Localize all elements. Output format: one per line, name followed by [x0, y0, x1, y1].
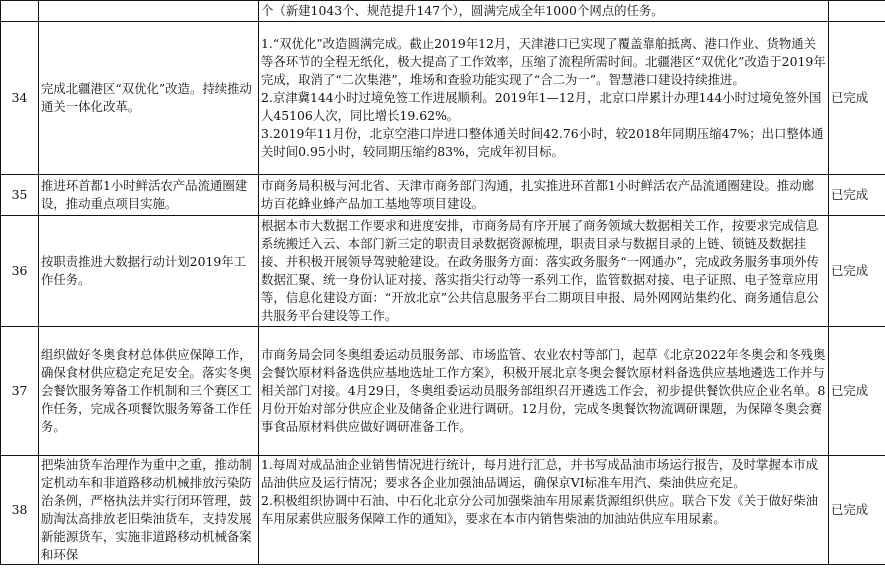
progress-paragraph: 2.京津冀144小时过境免签工作进展顺利。2019年1—12月，北京口岸累计办理144小时过境免签外国人45106人次，同比增长19.62%。 — [261, 90, 822, 123]
status-cell: 已完成 — [829, 456, 885, 565]
status-cell — [829, 1, 885, 22]
progress-text: 个（新建1043个、规范提升147个），圆满完成全年1000个网点的任务。 — [261, 3, 664, 18]
row-number-cell: 38 — [1, 456, 39, 565]
row-number-cell — [1, 1, 39, 22]
status-cell: 已完成 — [829, 327, 885, 456]
task-cell: 完成北疆港区“双优化”改造。持续推动通关一体化改革。 — [39, 22, 259, 175]
task-cell: 按职责推进大数据行动计划2019年工作任务。 — [39, 216, 259, 327]
status-cell: 已完成 — [829, 216, 885, 327]
task-cell: 组织做好冬奥食材总体供应保障工作，确保食材供应稳定充足安全。落实冬奥会餐饮服务筹备工作机制和三个赛区工作任务，完成各项餐饮服务筹备工作任务。 — [39, 327, 259, 456]
row-number-cell: 36 — [1, 216, 39, 327]
row-number-cell: 34 — [1, 22, 39, 175]
task-cell: 把柴油货车治理作为重中之重，推动制定机动车和非道路移动机械排放污染防治条例，严格执法并实行闭环管理，鼓励淘汰高排放老旧柴油货车，支持发展新能源货车，实施非道路移动机械备案和环保 — [39, 456, 259, 565]
progress-paragraph: 市商务局会同冬奥组委运动员服务部、市场监管、农业农村等部门，起草《北京2022年冬奥会和冬残奥会餐饮原材料备选供应基地选址工作方案》，积极开展北京冬奥会餐饮原材料备选供应基地遴选工作并与相关部门对接。4月29日，冬奥组委运动员服务部组织召开遴选工作会，初步提供餐饮供应企业名单。8月份开始对部分供应企业及储备企业进行调研。12月份，完成冬奥餐饮物流调研课题，为保障冬奥会赛事食品原材料供应做好调研准备工作。 — [261, 347, 826, 434]
table-row — [1, 327, 885, 456]
row-number-cell: 37 — [1, 327, 39, 456]
progress-paragraph: 根据本市大数据工作要求和进度安排，市商务局有序开展了商务领域大数据相关工作，按要求完成信息系统搬迁入云、本部门新三定的职责目录数据资源梳理，职责目录与数据目录的上链、锁链及数据挂接、并积极开展领导驾驶舱建设。在政务服务方面：落实政务服务“一网通办”，完成政务服务事项外传数据汇聚、统一身份认证对接、落实指尖行动等一系列工作，监管数据对接、电子证照、电子签章应用等，信息化建设方面：“开放北京”公共信息服务平台二期项目申报、局外网网站集约化、商务通信息公共服务平台建设等工作。 — [261, 218, 819, 323]
table-row — [1, 175, 885, 216]
row-number-cell: 35 — [1, 175, 39, 216]
progress-paragraph: 1.每周对成品油企业销售情况进行统计，每月进行汇总，并书写成品油市场运行报告，及时掌握本市成品油供应及运行情况；要求各企业加强油品调运，确保京VI标准车用汽、柴油供应充足。 — [261, 457, 819, 490]
table-row — [1, 216, 885, 327]
table-row — [1, 456, 885, 565]
task-cell — [39, 1, 259, 22]
progress-paragraph: 3.2019年11月份，北京空港口岸进口整体通关时间42.76小时，较2018年同期压缩47%；出口整体通关时间0.95小时，较同期压缩约83%，完成年初目标。 — [261, 126, 824, 159]
progress-cell — [259, 216, 829, 327]
progress-cell — [259, 1, 829, 22]
progress-paragraph: 1.“双优化”改造圆满完成。截止2019年12月，天津港口已实现了覆盖靠舶抵离、港口作业、货物通关等各环节的全程无纸化，极大提高了工作效率，压缩了流程所需时间。北疆港区“双优化”改造于2019年完成，取消了“二次集港”，堆场和查验功能实现了“合二为一”。智慧港口建设持续推进。 — [261, 36, 826, 87]
progress-cell — [259, 175, 829, 216]
progress-cell — [259, 456, 829, 565]
table-row — [1, 1, 885, 22]
table-row — [1, 22, 885, 175]
status-cell: 已完成 — [829, 22, 885, 175]
status-cell: 已完成 — [829, 175, 885, 216]
progress-cell — [259, 327, 829, 456]
task-cell: 推进环首都1小时鲜活农产品流通圈建设，推动重点项目实施。 — [39, 175, 259, 216]
progress-cell — [259, 22, 829, 175]
progress-paragraph: 市商务局积极与河北省、天津市商务部门沟通，扎实推进环首都1小时鲜活农产品流通圈建设。推动廊坊百花蜂业蜂产品加工基地等项目建设。 — [261, 178, 815, 211]
progress-paragraph: 2.积极组织协调中石油、中石化北京分公司加强柴油车用尿素货源组织供应。联合下发《关于做好柴油车用尿素供应服务保障工作的通知》，要求在本市内销售柴油的加油站供应车用尿素。 — [261, 493, 819, 526]
